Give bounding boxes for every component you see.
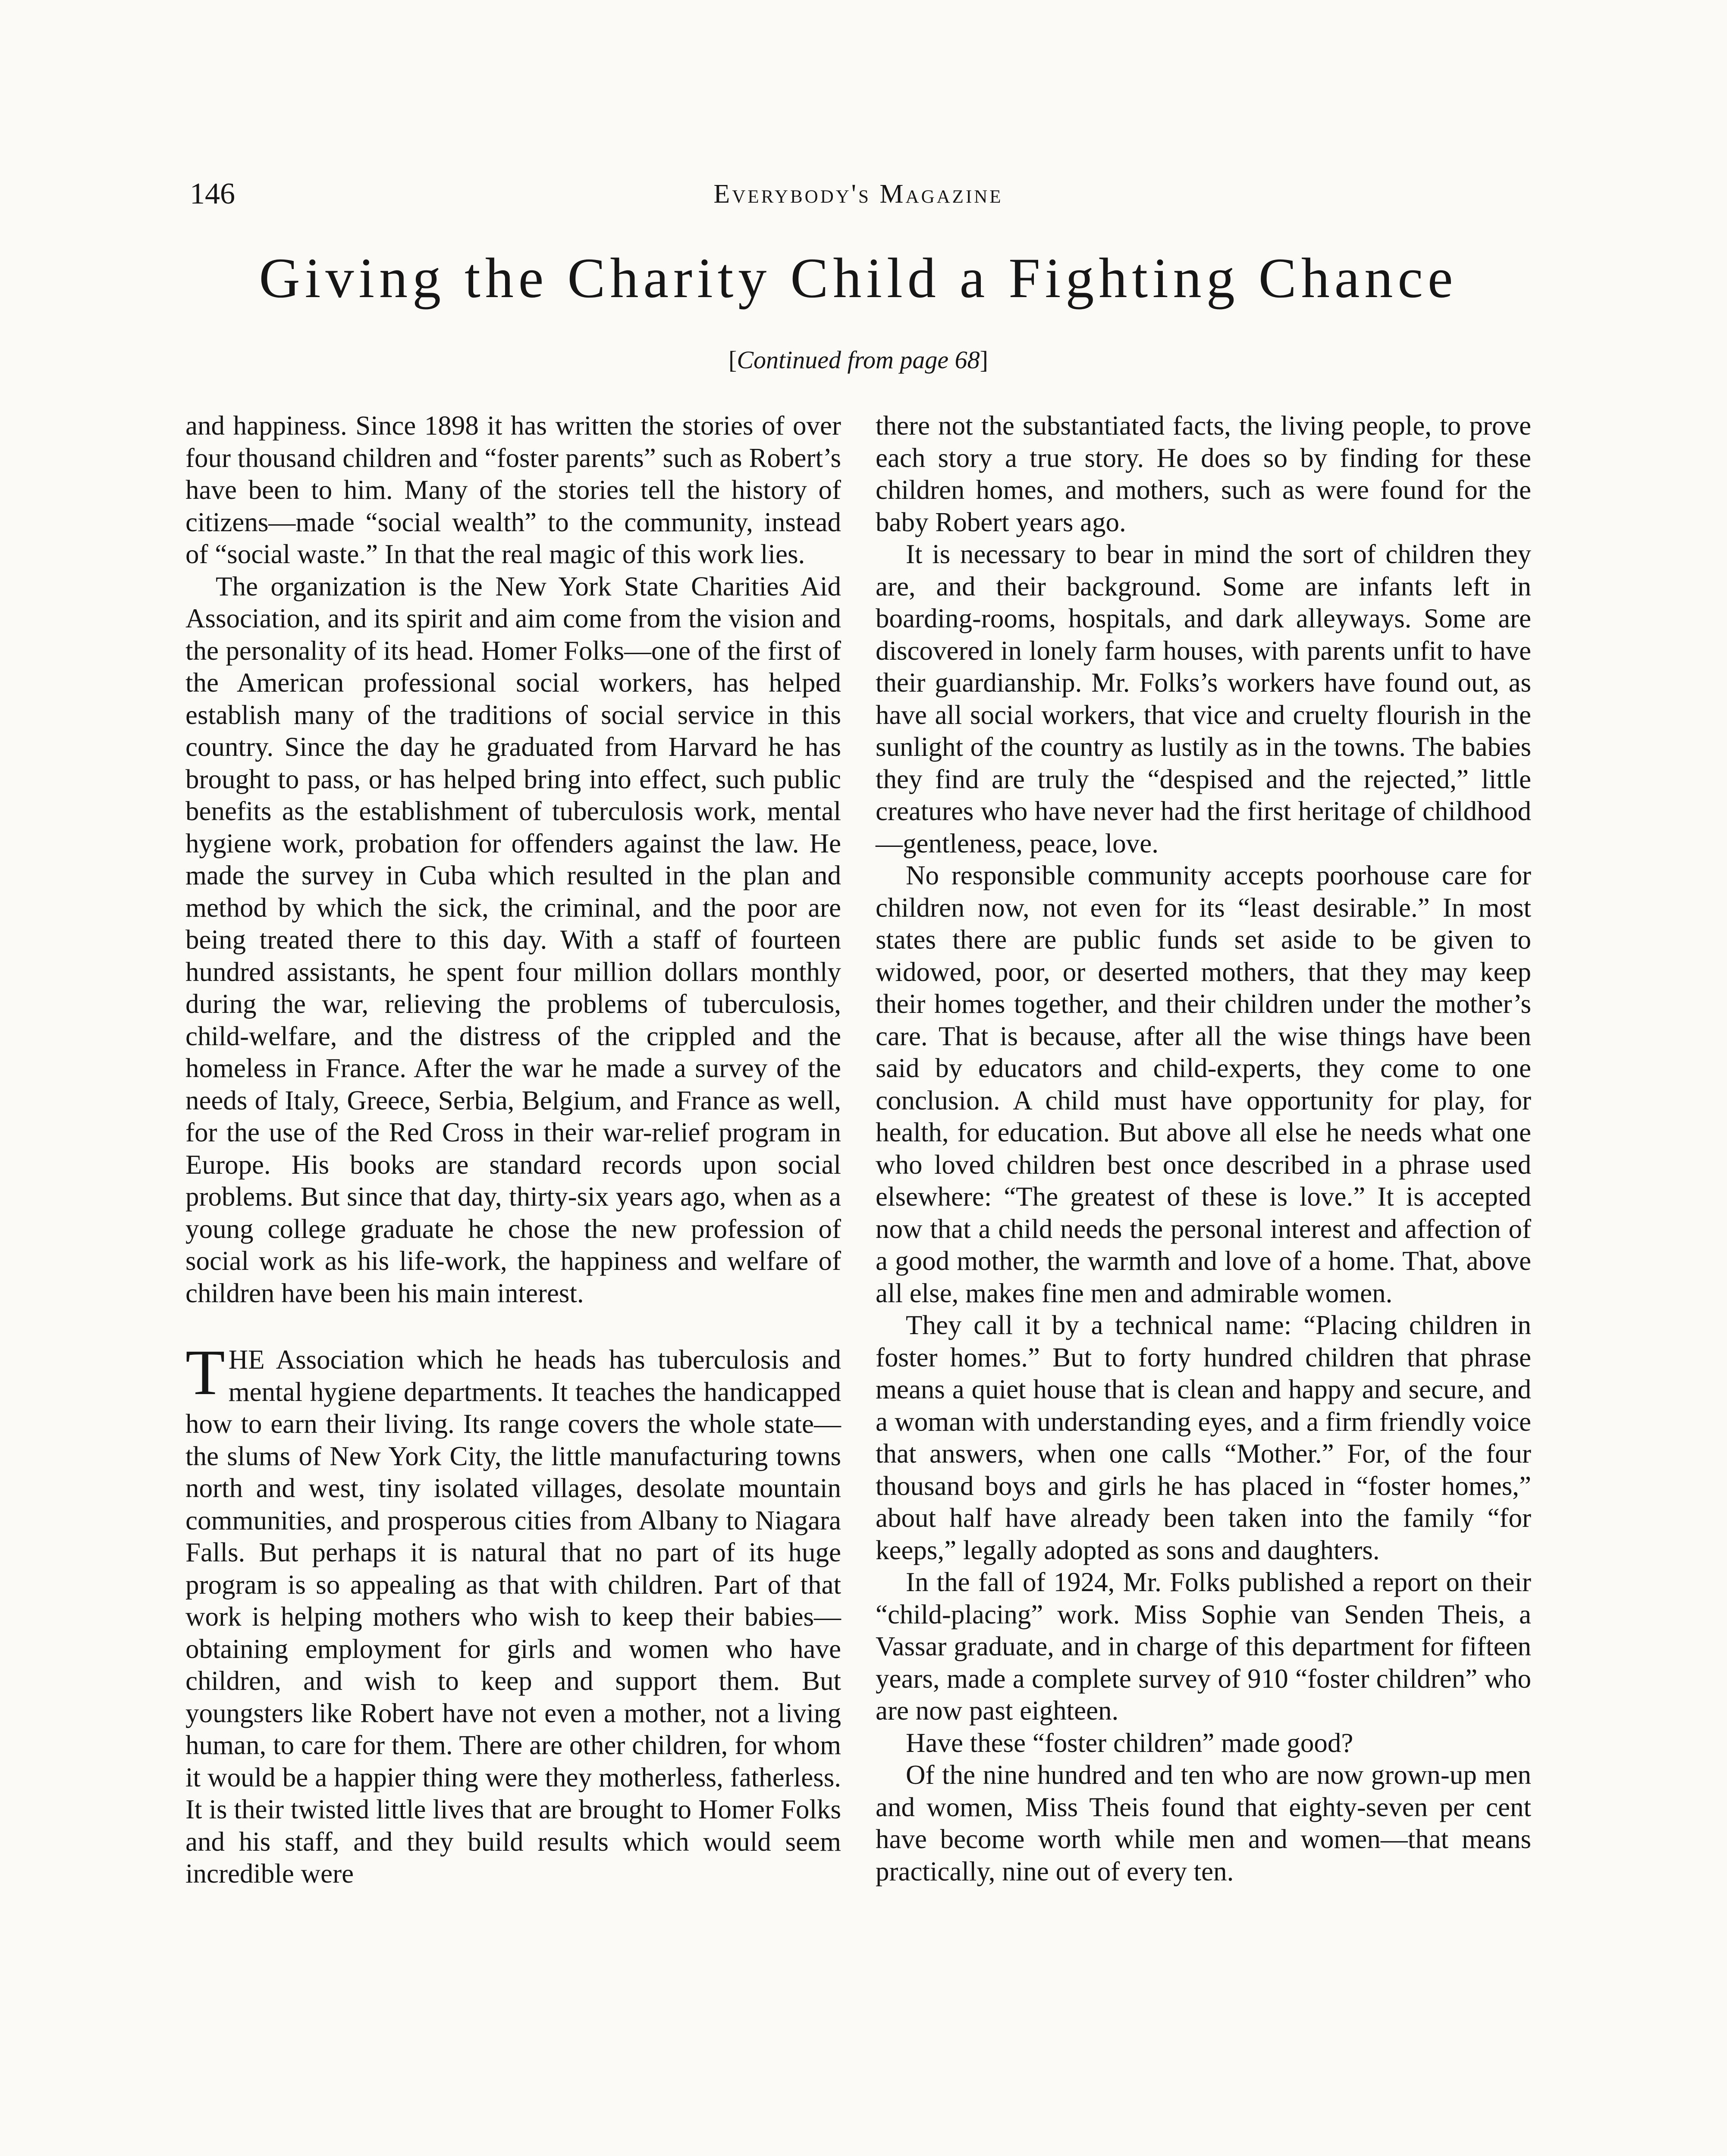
paragraph: The organization is the New York State Charities Aid Association, and its spirit and aim come from the vision and the personality of its head. Homer Folks—one of the first of the American professional social workers, has helped establish many of the traditions of social service in this country. Since the day he graduated from Harvard he has brought to pass, or has helped bring into effect, such public benefits as the establishment of tuberculosis work, mental hygiene work, probation for offenders against the law. He made the survey in Cuba which resulted in the plan and method by which the sick, the criminal, and the poor are being treated there to this day. With a staff of fourteen hundred assistants, he spent four million dollars monthly during the war, relieving the problems of tuberculosis, child-welfare, and the distress of the crippled and the homeless in France. After the war he made a survey of the needs of Italy, Greece, Serbia, Belgium, and France as well, for the use of the Red Cross in their war-relief program in Europe. His books are standard records upon social problems. But since that day, thirty-six years ago, when as a young college graduate he chose the new profession of social work as his life-work, the happiness and welfare of children have been his main interest.: [185, 571, 841, 1308]
magazine-title: Everybody's Magazine: [713, 179, 1003, 209]
page-number: 146: [190, 177, 235, 210]
continued-text: Continued from page 68: [737, 346, 980, 374]
page-header: [190, 172, 1527, 216]
dropcap-letter: T: [185, 1337, 225, 1408]
continued-bracket-close: ]: [980, 346, 988, 374]
paragraph: No responsible community accepts poorhouse care for children now, not even for its “least desirable.” In most states there are public funds set aside to be given to widowed, poor, or deserted mothers, that they may keep their homes together, and their children under the mother’s care. That is because, after all the wise things have been said by educators and child-experts, they come to one conclusion. A child must have opportunity for play, for health, for education. But above all else he needs what one who loved children best once described in a phrase used elsewhere: “The greatest of these is love.” It is accepted now that a child needs the personal interest and affection of a good mother, the warmth and love of a home. That, above all else, makes fine men and admirable women.: [876, 860, 1531, 1308]
paragraph: and happiness. Since 1898 it has written the stories of over four thousand children and “foster parents” such as Robert’s have been to him. Many of the stories tell the history of citizens—made “social wealth” to the community, instead of “social waste.” In that the real magic of this work lies.: [185, 411, 841, 569]
paragraph: It is necessary to bear in mind the sort of children they are, and their background. Some are infants left in boarding-rooms, hospitals, and dark alleyways. Some are discovered in lonely farm houses, with parents unfit to have their guardianship. Mr. Folks’s workers have found out, as have all social workers, that vice and cruelty flourish in the sunlight of the country as lustily as in the towns. The babies they find are truly the “despised and the rejected,” little creatures who have never had the first heritage of childhood—gentleness, peace, love.: [876, 539, 1531, 859]
dropcap-paragraph: [185, 1337, 841, 1890]
continued-note: [190, 341, 1527, 379]
left-column: [185, 410, 841, 1890]
paragraph: Of the nine hundred and ten who are now grown-up men and women, Miss Theis found that eighty-seven per cent have become worth while men and women—that means practically, nine out of every ten.: [876, 1760, 1531, 1887]
continued-bracket-open: [: [728, 346, 737, 374]
article-title: Giving the Charity Child a Fighting Chance: [259, 246, 1458, 310]
paragraph: They call it by a technical name: “Placing children in foster homes.” But to forty hundred children that phrase means a quiet house that is clean and happy and secure, and a woman with understanding eyes, and a firm friendly voice that answers, when one calls “Mother.” For, of the four thousand boys and girls he has placed in “foster homes,” about half have already been taken into the family “for keeps,” legally adopted as sons and daughters.: [876, 1310, 1531, 1565]
paragraph: there not the substantiated facts, the living people, to prove each story a true story. He does so by finding for these children homes, and mothers, such as were found for the baby Robert years ago.: [876, 411, 1531, 537]
right-column: [876, 410, 1531, 1887]
paragraph: Have these “foster children” made good?: [906, 1727, 1353, 1758]
paragraph-text: HE Association which he heads has tuberculosis and mental hygiene departments. It teaches the handicapped how to earn their living. Its range covers the whole state—the slums of New York City, the little manufacturing towns north and west, tiny isolated villages, desolate mountain communities, and prosperous cities from Albany to Niagara Falls. But perhaps it is natural that no part of its huge program is so appealing as that with children. Part of that work is helping mothers who wish to keep their babies—obtaining employment for girls and women who have children, and wish to keep and support them. But youngsters like Robert have not even a mother, not a living human, to care for them. There are other children, for whom it would be a happier thing were they motherless, fatherless. It is their twisted little lives that are brought to Homer Folks and his staff, and they build results which would seem incredible were: [185, 1344, 841, 1889]
paragraph: In the fall of 1924, Mr. Folks published a report on their “child-placing” work. Miss Sophie van Senden Theis, a Vassar graduate, and in charge of this department for fifteen years, made a complete survey of 910 “foster children” who are now past eighteen.: [876, 1567, 1531, 1726]
